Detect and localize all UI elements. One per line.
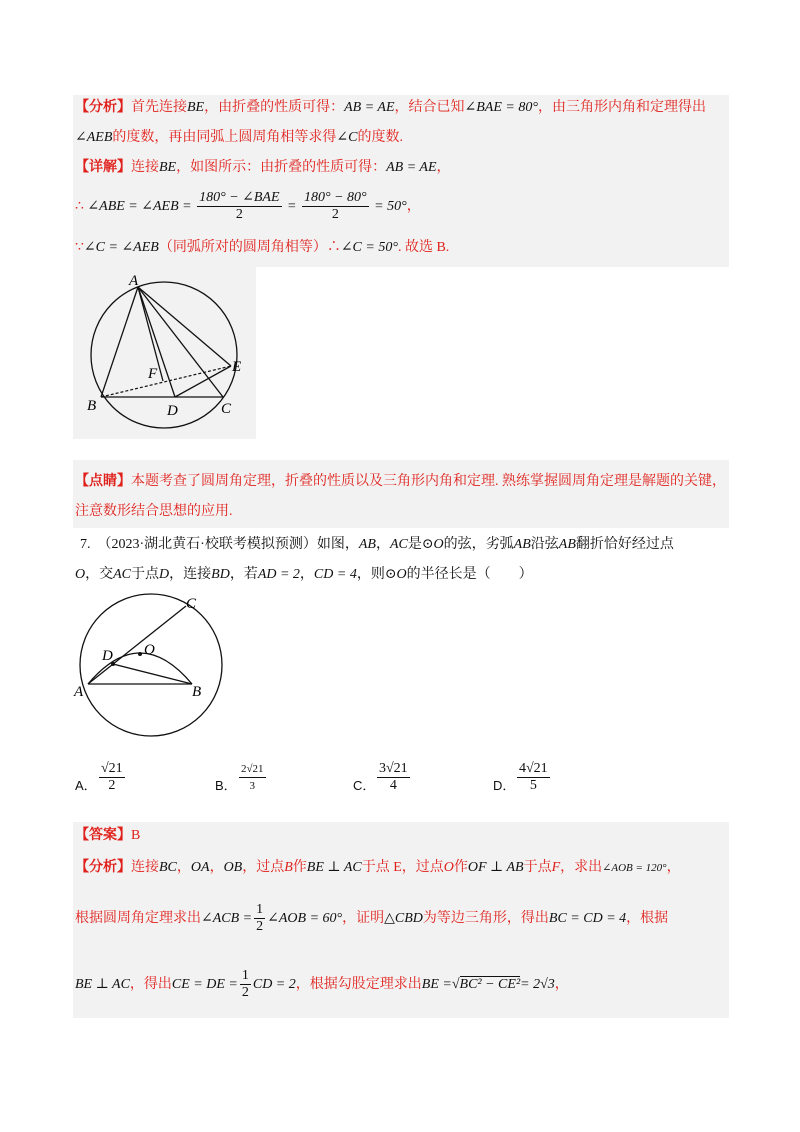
figure-1 bbox=[73, 267, 256, 439]
option-c[interactable]: C． $\frac{3√21}{4}$ bbox=[353, 761, 408, 793]
comment-line-1: 【点睛】本题考查了圆周角定理，折叠的性质以及三角形内角和定理. 熟练掌握圆周角定理是解题的关键， bbox=[75, 474, 726, 489]
detail-line-2: ∴ ∠ABE = ∠AEB = $\frac{\text{180° − ∠BAE}}{2}$ = $\frac{180^\circ - 80^\circ}{2}$ = 50°， bbox=[75, 190, 421, 223]
point-o bbox=[138, 652, 142, 656]
label-c: C bbox=[221, 401, 232, 417]
label-e: E bbox=[232, 359, 242, 375]
comment-line-2: 注意数形结合思想的应用. bbox=[75, 504, 233, 519]
fraction-1: $\frac{\text{180° − ∠BAE}}{2}$ bbox=[199, 190, 280, 223]
analysis-7-tag: 【分析】 bbox=[75, 860, 131, 875]
label-o: O bbox=[144, 642, 155, 658]
circle-o bbox=[80, 594, 222, 736]
answer-value: B bbox=[131, 828, 141, 843]
detail-line-3: ∵∠C = ∠AEB（同弧所对的圆周角相等）∴∠C = 50°. 故选 B. bbox=[75, 240, 450, 255]
segment-ac bbox=[88, 606, 186, 684]
analysis-7-line-3: BE ⊥ AC，得出CE = DE = $\frac{1}{2}$ CD = 2，根据勾股定理求出BE =√BC² − CE²= 2√3， bbox=[75, 968, 569, 1001]
label-a: A bbox=[74, 684, 84, 700]
label-d: D bbox=[167, 403, 178, 419]
answer-line bbox=[75, 826, 140, 846]
option-a[interactable]: A． $\frac{√21}{2}$ bbox=[75, 761, 123, 793]
option-d[interactable]: D． $\frac{4√21}{5}$ bbox=[493, 761, 548, 793]
circle-outline bbox=[91, 282, 237, 428]
detail-line-1: 【详解】连接BE，如图所示：由折叠的性质可得：AB = AE， bbox=[75, 160, 451, 175]
question-7-line-1: 7. （2023·湖北黄石·校联考模拟预测）如图，AB，AC是⊙O的弦，劣弧AB沿弦AB翻折恰好经过点 bbox=[80, 537, 674, 552]
analysis-line-1: 【分析】首先连接BE，由折叠的性质可得：AB = AE，结合已知∠BAE = 80°，由三角形内角和定理得出 bbox=[75, 100, 706, 115]
analysis-7-line-1: 【分析】连接BC，OA，OB，过点B作BE ⊥ AC于点 E，过点O作OF ⊥ AB于点F，求出∠AOB = 120°， bbox=[75, 860, 681, 875]
analysis-7-line-2: 根据圆周角定理求出∠ACB = $\frac{1}{2}$ ∠AOB = 60°，证明△CBD为等边三角形，得出BC = CD = 4，根据 bbox=[75, 902, 669, 935]
label-b: B bbox=[87, 398, 97, 414]
segment-bd bbox=[113, 664, 192, 684]
question-7-line-2: O，交AC于点D，连接BD，若AD = 2，CD = 4，则⊙O的半径长是（ ） bbox=[75, 567, 533, 582]
label-c: C bbox=[186, 596, 197, 612]
fraction-2: $\frac{180^\circ - 80^\circ}{2}$ bbox=[303, 190, 367, 223]
label-d: D bbox=[102, 648, 113, 664]
comment-tag: 【点睛】 bbox=[75, 474, 131, 489]
analysis-line-2: ∠AEB的度数，再由同弧上圆周角相等求得∠C的度数. bbox=[75, 130, 403, 145]
label-f: F bbox=[148, 366, 158, 382]
figure-2 bbox=[70, 592, 230, 752]
analysis-tag: 【分析】 bbox=[75, 100, 131, 115]
answer-tag: 【答案】 bbox=[75, 828, 131, 843]
segment-ab bbox=[101, 287, 138, 397]
option-b[interactable]: B． $\frac{2√21}{3}$ bbox=[215, 763, 264, 793]
label-b: B bbox=[192, 684, 202, 700]
figure-1-panel bbox=[73, 267, 256, 439]
label-a: A bbox=[129, 273, 139, 289]
detail-tag: 【详解】 bbox=[75, 160, 131, 175]
